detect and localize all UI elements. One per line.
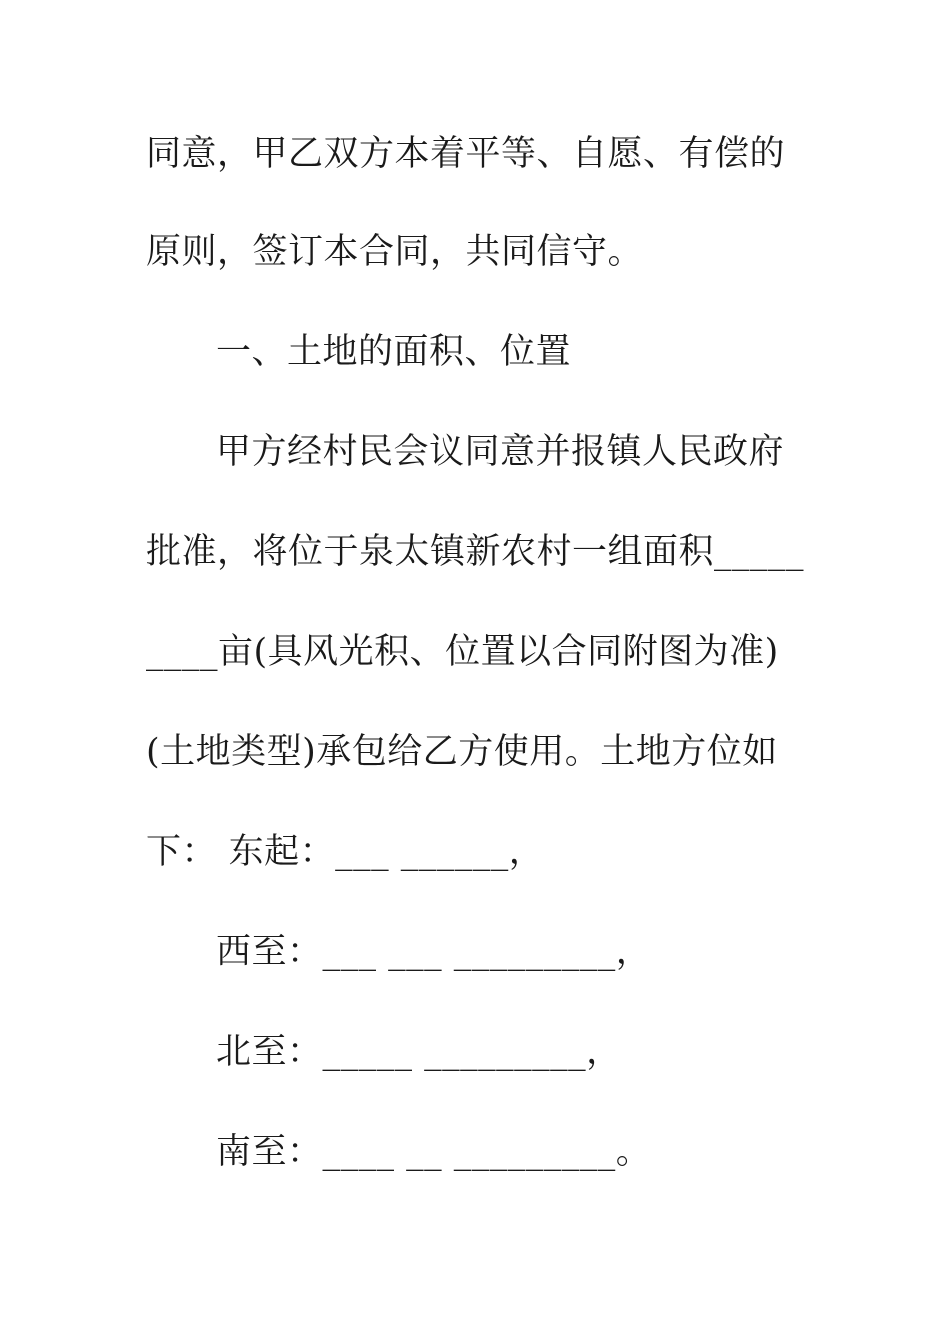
- boundary-west: 西至：___ ___ _________，: [216, 932, 652, 972]
- section-heading: 一、土地的面积、位置: [216, 332, 572, 372]
- boundary-east: 下： 东起：___ ______，: [146, 832, 545, 872]
- text-line-1: 同意，甲乙双方本着平等、自愿、有偿的: [146, 134, 786, 174]
- text-line-7: (土地类型)承包给乙方使用。土地方位如: [146, 732, 778, 772]
- boundary-south: 南至：____ __ _________。: [216, 1132, 652, 1172]
- boundary-north: 北至：_____ _________，: [216, 1032, 622, 1072]
- text-line-5: 批准，将位于泉太镇新农村一组面积_____: [146, 532, 805, 572]
- text-line-6: ____亩(具风光积、位置以合同附图为准): [146, 632, 779, 672]
- text-line-2: 原则，签订本合同，共同信守。: [146, 232, 644, 272]
- text-line-4: 甲方经村民会议同意并报镇人民政府: [216, 432, 785, 472]
